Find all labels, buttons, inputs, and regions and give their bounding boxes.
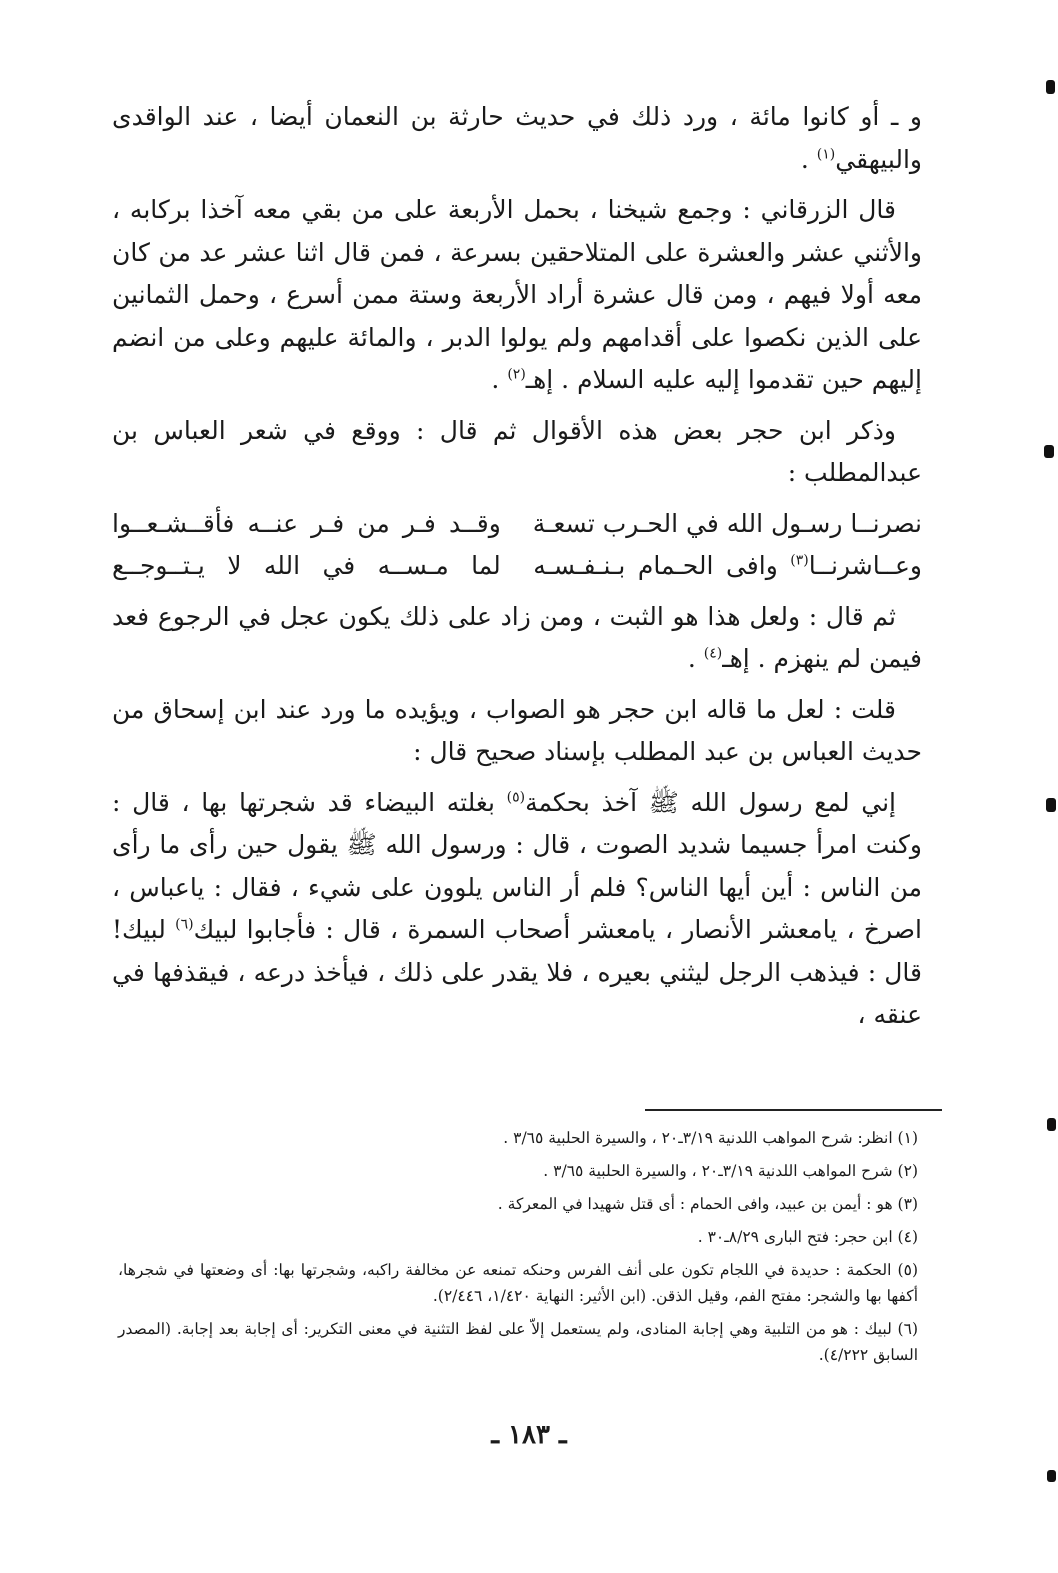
hemistich-text: وعــاشرنــا [808, 551, 922, 580]
hemistich-left: وقــد فـر من فـر عنــه فأقــشـعــوا [112, 508, 501, 538]
footnote-5: (٥) الحكمة : حديدة في اللجام تكون على أنف الفرس وحنكه تمنعه عن مخالفة راكبه، وشجرتها بها: أى وضعتها في شجرها، أكفها بها والشجر: مفتح الفم، وقيل الذقن. (ابن الأثير: النهاية ١/٤٢٠، ٢/٤٤٦). [118, 1261, 918, 1305]
paragraph-text: و ـ أو كانوا مائة ، ورد ذلك في حديث حارثة بن النعمان أيضا ، عند الواقدى والبيهقي [112, 102, 922, 174]
footnote-6: (٦) لبيك : هو من التلبية وهي إجابة المنادى، ولم يستعمل إلاّ على لفظ التثنية في معنى التكرير: أى إجابة بعد إجابة. (المصدر السابق ٤/٢٢٢). [118, 1320, 918, 1364]
poem [112, 503, 922, 588]
paragraph-text: وذكر ابن حجر بعض هذه الأقوال ثم قال : ووقع في شعر العباس بن عبدالمطلب : [112, 415, 922, 487]
footnote-ref[interactable]: (٦) [175, 916, 194, 933]
paragraph-3 [112, 410, 922, 495]
footnote-3: (٣) هو : أيمن بن عبيد، وافى الحمام : أى قتل شهيدا في المعركة . [497, 1195, 918, 1213]
footnote-ref[interactable]: (٤) [703, 645, 723, 662]
main-text [112, 96, 922, 1045]
footnote-ref[interactable]: (٢) [507, 366, 526, 383]
paragraph-5 [112, 689, 922, 774]
footnote-ref[interactable]: (٥) [506, 789, 526, 806]
paragraph-tail: . [800, 144, 817, 174]
paragraph-4 [112, 596, 922, 681]
footnote-ref[interactable]: (٣) [790, 552, 809, 569]
paragraph-6 [112, 782, 922, 1037]
footnote-2: (٢) شرح المواهب اللدنية ٣/١٩ـ٢٠ ، والسيرة الحلبية ٣/٦٥ . [543, 1162, 918, 1180]
scan-mark [1044, 445, 1054, 458]
footnotes [118, 1125, 918, 1368]
footnote-1: (١) انظر: شرح المواهب اللدنية ٣/١٩ـ٢٠ ، والسيرة الحلبية ٣/٦٥ . [503, 1129, 918, 1147]
footnote-separator [645, 1109, 942, 1111]
scan-mark [1046, 798, 1056, 812]
scan-mark [1047, 1470, 1056, 1482]
footnote-ref[interactable]: (١) [816, 146, 836, 163]
hemistich-right: نصرنــا رسـول الله في الحـرب تسعـة [533, 508, 922, 538]
poem-line-2 [112, 545, 922, 588]
hemistich-left: لما مـســه في الله لا يـتــوجــع [112, 551, 501, 580]
footnote-4: (٤) ابن حجر: فتح البارى ٨/٢٩ـ٣٠ . [697, 1228, 918, 1246]
scan-mark [1047, 1118, 1056, 1131]
paragraph-text: ثم قال : ولعل هذا هو الثبت ، ومن زاد على ذلك يكون عجل في الرجوع فعد فيمن لم ينهزم . إهـ [112, 601, 922, 673]
page-number: ـ ١٨٣ ـ [491, 1420, 567, 1450]
paragraph-tail: . [687, 644, 704, 673]
scan-mark [1046, 80, 1055, 94]
paragraph-text: لبيك! قال : فيذهب الرجل ليثني بعيره ، فلا يقدر على ذلك ، فيأخذ درعه ، فيقذفها في عنقه ، [112, 915, 922, 1029]
paragraph-text: إني لمع رسول الله ﷺ آخذ بحكمة [525, 787, 896, 817]
paragraph-tail: . [491, 365, 508, 394]
paragraph-text: بغلته البيضاء قد شجرتها بها ، قال : وكنت امرأ جسيما شديد الصوت ، قال : ورسول الله ﷺ يقول حين رأى ما رأى من الناس : أين أيها الناس؟ فلم أر الناس يلوون على شيء ، فقال : ياعباس ، اصرخ ، يامعشر الأنصار ، يامعشر أصحاب السمرة ، قال : فأجابوا لبيك [112, 787, 922, 944]
hemistich-right [533, 545, 922, 588]
paragraph-text: قال الزرقاني : وجمع شيخنا ، بحمل الأربعة على من بقي معه آخذا بركابه ، والأثني عشر والعشرة على المتلاحقين بسرعة ، فمن قال اثنا عشر عد من كان معه أولا فيهم ، ومن قال عشرة أراد الأربعة وستة ممن أسرع ، وحمل الثمانين على الذين نكصوا على أقدامهم ولم يولوا الدبر ، والمائة عليهم وعلى من انضم إليهم حين تقدموا إليه عليه السلام . إهـ [112, 195, 922, 394]
hemistich-text: وافى الحـمام بـنـفـسـه [533, 551, 791, 580]
paragraph-1 [112, 96, 922, 181]
paragraph-2 [112, 189, 922, 402]
paragraph-text: قلت : لعل ما قاله ابن حجر هو الصواب ، ويؤيده ما ورد عند ابن إسحاق من حديث العباس بن عبد المطلب بإسناد صحيح قال : [112, 694, 922, 766]
poem-line-1 [112, 503, 922, 546]
